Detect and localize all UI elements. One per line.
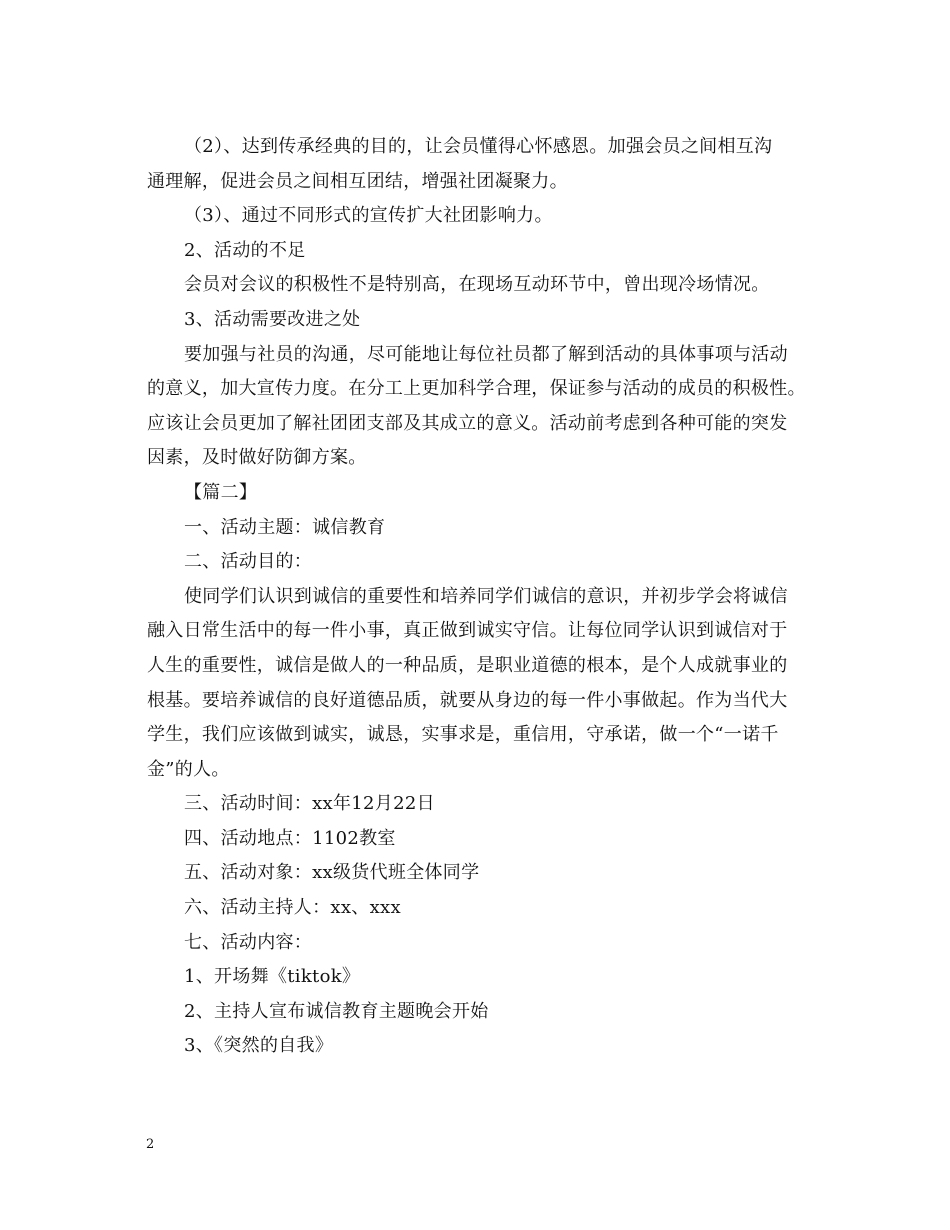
paragraph-line: （3）、通过不同形式的宣传扩大社团影响力。 <box>184 205 553 227</box>
section-heading: 四、活动地点：1102教室 <box>184 827 396 849</box>
section-heading: 3、活动需要改进之处 <box>184 308 361 330</box>
section-heading: 六、活动主持人：xx、xxx <box>184 897 401 919</box>
paragraph-line: 根基。要培养诚信的良好道德品质，就要从身边的每一件小事做起。作为当代大 <box>147 689 788 711</box>
section-heading: 一、活动主题：诚信教育 <box>184 516 386 538</box>
section-heading: 二、活动目的： <box>184 551 313 573</box>
section-heading: 2、活动的不足 <box>184 239 306 261</box>
list-item: 1、开场舞《tiktok》 <box>184 966 361 988</box>
paragraph-line: 人生的重要性，诚信是做人的一种品质，是职业道德的根本，是个人成就事业的 <box>147 654 788 676</box>
part-heading: 【篇二】 <box>184 481 258 503</box>
paragraph-line: 金”的人。 <box>147 758 230 780</box>
page-number: 2 <box>146 1137 155 1152</box>
list-item: 2、主持人宣布诚信教育主题晚会开始 <box>184 1000 489 1022</box>
paragraph-line: （2）、达到传承经典的目的，让会员懂得心怀感恩。加强会员之间相互沟 <box>184 136 773 157</box>
section-heading: 三、活动时间：xx年12月22日 <box>184 793 435 815</box>
section-heading: 七、活动内容： <box>184 931 313 953</box>
paragraph-line: 学生，我们应该做到诚实，诚恳，实事求是，重信用，守承诺，做一个“一诺千 <box>147 724 779 746</box>
paragraph-line: 要加强与社员的沟通，尽可能地让每位社员都了解到活动的具体事项与活动 <box>184 343 788 365</box>
document-body <box>147 130 812 1064</box>
paragraph-line: 使同学们认识到诚信的重要性和培养同学们诚信的意识，并初步学会将诚信 <box>184 585 788 607</box>
paragraph-line: 通理解，促进会员之间相互团结，增强社团凝聚力。 <box>147 170 568 192</box>
list-item: 3、《突然的自我》 <box>184 1035 334 1057</box>
paragraph-line: 融入日常生活中的每一件小事，真正做到诚实守信。让每位同学认识到诚信对于 <box>147 620 788 642</box>
paragraph-line: 因素，及时做好防御方案。 <box>147 447 367 469</box>
paragraph-line: 会员对会议的积极性不是特别高，在现场互动环节中，曾出现冷场情况。 <box>184 274 770 296</box>
paragraph-line: 的意义，加大宣传力度。在分工上更加科学合理，保证参与活动的成员的积极性。 <box>147 378 806 400</box>
section-heading: 五、活动对象：xx级货代班全体同学 <box>184 862 480 884</box>
paragraph-line: 应该让会员更加了解社团团支部及其成立的意义。活动前考虑到各种可能的突发 <box>147 412 788 434</box>
